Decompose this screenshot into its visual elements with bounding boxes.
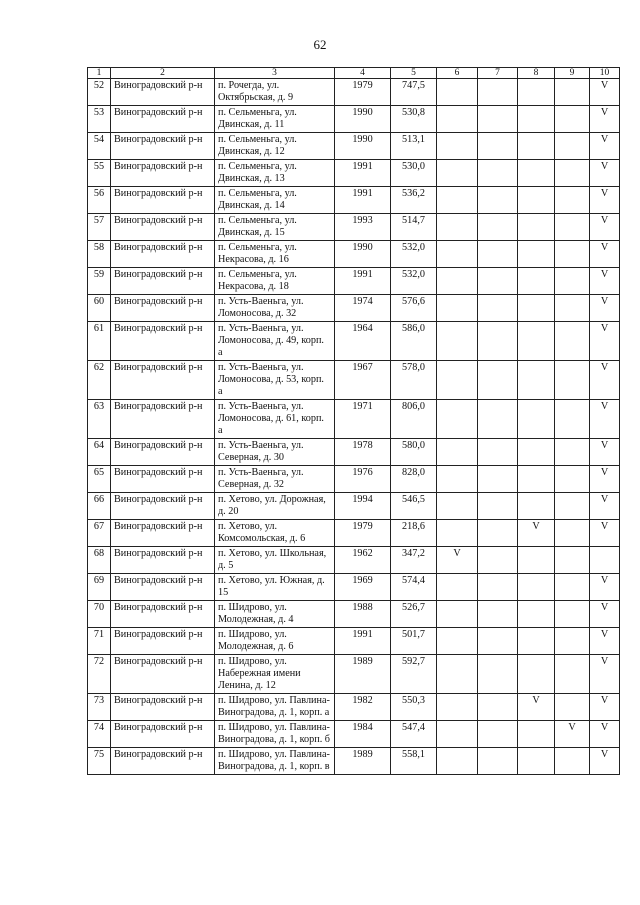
- mark-cell-9: [555, 601, 590, 628]
- row-number: 64: [88, 439, 111, 466]
- mark-cell-9: [555, 628, 590, 655]
- area-cell: 558,1: [391, 748, 437, 775]
- area-cell: 574,4: [391, 574, 437, 601]
- row-number: 58: [88, 241, 111, 268]
- mark-cell-7: [478, 241, 518, 268]
- table-header-row: [88, 68, 620, 79]
- year-cell: 1964: [335, 322, 391, 361]
- mark-cell-6: [437, 400, 478, 439]
- mark-cell-6: [437, 601, 478, 628]
- mark-cell-10: V: [590, 322, 620, 361]
- table-row: [88, 493, 620, 520]
- mark-cell-9: [555, 748, 590, 775]
- mark-cell-7: [478, 493, 518, 520]
- district-cell: Виноградовский р-н: [111, 601, 215, 628]
- area-cell: 576,6: [391, 295, 437, 322]
- mark-cell-8: [518, 187, 555, 214]
- table-row: [88, 601, 620, 628]
- address-cell: п. Хетово, ул. Дорожная, д. 20: [215, 493, 335, 520]
- year-cell: 1993: [335, 214, 391, 241]
- mark-cell-6: [437, 160, 478, 187]
- mark-cell-7: [478, 748, 518, 775]
- address-cell: п. Сельменьга, ул. Двинская, д. 13: [215, 160, 335, 187]
- mark-cell-9: [555, 79, 590, 106]
- table-row: [88, 187, 620, 214]
- mark-cell-6: [437, 187, 478, 214]
- area-cell: 828,0: [391, 466, 437, 493]
- mark-cell-9: [555, 160, 590, 187]
- address-cell: п. Шидрово, ул. Молодежная, д. 6: [215, 628, 335, 655]
- mark-cell-8: [518, 214, 555, 241]
- mark-cell-8: [518, 268, 555, 295]
- district-cell: Виноградовский р-н: [111, 295, 215, 322]
- mark-cell-10: V: [590, 694, 620, 721]
- mark-cell-8: [518, 133, 555, 160]
- mark-cell-6: [437, 106, 478, 133]
- mark-cell-7: [478, 106, 518, 133]
- district-cell: Виноградовский р-н: [111, 133, 215, 160]
- mark-cell-9: [555, 295, 590, 322]
- mark-cell-7: [478, 574, 518, 601]
- mark-cell-10: V: [590, 361, 620, 400]
- address-cell: п. Шидрово, ул. Павлина-Виноградова, д. 1, корп. а: [215, 694, 335, 721]
- mark-cell-10: V: [590, 187, 620, 214]
- row-number: 57: [88, 214, 111, 241]
- table-row: [88, 748, 620, 775]
- area-cell: 501,7: [391, 628, 437, 655]
- mark-cell-10: V: [590, 133, 620, 160]
- address-cell: п. Усть-Ваеньга, ул. Ломоносова, д. 61, корп. а: [215, 400, 335, 439]
- mark-cell-9: [555, 106, 590, 133]
- mark-cell-6: [437, 721, 478, 748]
- mark-cell-7: [478, 694, 518, 721]
- table-row: [88, 322, 620, 361]
- mark-cell-9: [555, 322, 590, 361]
- mark-cell-8: [518, 547, 555, 574]
- address-cell: п. Сельменьга, ул. Двинская, д. 12: [215, 133, 335, 160]
- mark-cell-7: [478, 322, 518, 361]
- area-cell: 550,3: [391, 694, 437, 721]
- table-row: [88, 547, 620, 574]
- row-number: 66: [88, 493, 111, 520]
- mark-cell-8: [518, 361, 555, 400]
- year-cell: 1967: [335, 361, 391, 400]
- column-header: 10: [590, 68, 620, 79]
- year-cell: 1976: [335, 466, 391, 493]
- district-cell: Виноградовский р-н: [111, 79, 215, 106]
- row-number: 70: [88, 601, 111, 628]
- mark-cell-8: [518, 574, 555, 601]
- mark-cell-6: [437, 361, 478, 400]
- row-number: 52: [88, 79, 111, 106]
- table-row: [88, 520, 620, 547]
- mark-cell-8: [518, 295, 555, 322]
- table-row: [88, 361, 620, 400]
- year-cell: 1962: [335, 547, 391, 574]
- address-cell: п. Усть-Ваеньга, ул. Ломоносова, д. 49, корп. а: [215, 322, 335, 361]
- mark-cell-8: [518, 748, 555, 775]
- table-row: [88, 214, 620, 241]
- year-cell: 1969: [335, 574, 391, 601]
- mark-cell-10: V: [590, 268, 620, 295]
- mark-cell-10: V: [590, 295, 620, 322]
- mark-cell-8: [518, 721, 555, 748]
- table-row: [88, 160, 620, 187]
- area-cell: 532,0: [391, 241, 437, 268]
- mark-cell-9: [555, 187, 590, 214]
- year-cell: 1991: [335, 187, 391, 214]
- mark-cell-8: V: [518, 694, 555, 721]
- table-row: [88, 439, 620, 466]
- mark-cell-7: [478, 79, 518, 106]
- mark-cell-8: V: [518, 520, 555, 547]
- mark-cell-8: [518, 241, 555, 268]
- mark-cell-10: V: [590, 79, 620, 106]
- area-cell: 747,5: [391, 79, 437, 106]
- table-row: [88, 106, 620, 133]
- column-header: 6: [437, 68, 478, 79]
- address-cell: п. Шидрово, ул. Павлина-Виноградова, д. 1, корп. б: [215, 721, 335, 748]
- housing-table: [87, 67, 620, 775]
- row-number: 69: [88, 574, 111, 601]
- mark-cell-6: [437, 466, 478, 493]
- mark-cell-9: [555, 655, 590, 694]
- table-row: [88, 133, 620, 160]
- mark-cell-6: [437, 574, 478, 601]
- mark-cell-9: [555, 214, 590, 241]
- year-cell: 1991: [335, 268, 391, 295]
- mark-cell-10: V: [590, 493, 620, 520]
- mark-cell-8: [518, 160, 555, 187]
- district-cell: Виноградовский р-н: [111, 493, 215, 520]
- address-cell: п. Сельменьга, ул. Некрасова, д. 16: [215, 241, 335, 268]
- mark-cell-7: [478, 295, 518, 322]
- row-number: 60: [88, 295, 111, 322]
- district-cell: Виноградовский р-н: [111, 748, 215, 775]
- mark-cell-8: [518, 601, 555, 628]
- area-cell: 580,0: [391, 439, 437, 466]
- table-row: [88, 295, 620, 322]
- column-header: 1: [88, 68, 111, 79]
- table-row: [88, 241, 620, 268]
- mark-cell-9: [555, 466, 590, 493]
- row-number: 71: [88, 628, 111, 655]
- table-row: [88, 400, 620, 439]
- row-number: 61: [88, 322, 111, 361]
- year-cell: 1979: [335, 79, 391, 106]
- row-number: 65: [88, 466, 111, 493]
- area-cell: 536,2: [391, 187, 437, 214]
- mark-cell-7: [478, 187, 518, 214]
- year-cell: 1990: [335, 133, 391, 160]
- address-cell: п. Рочегда, ул. Октябрьская, д. 9: [215, 79, 335, 106]
- district-cell: Виноградовский р-н: [111, 574, 215, 601]
- district-cell: Виноградовский р-н: [111, 466, 215, 493]
- table-row: [88, 466, 620, 493]
- area-cell: 513,1: [391, 133, 437, 160]
- row-number: 62: [88, 361, 111, 400]
- mark-cell-9: [555, 400, 590, 439]
- mark-cell-8: [518, 655, 555, 694]
- mark-cell-10: V: [590, 628, 620, 655]
- area-cell: 806,0: [391, 400, 437, 439]
- mark-cell-8: [518, 106, 555, 133]
- district-cell: Виноградовский р-н: [111, 106, 215, 133]
- mark-cell-6: V: [437, 547, 478, 574]
- table-body: [88, 79, 620, 775]
- district-cell: Виноградовский р-н: [111, 322, 215, 361]
- year-cell: 1978: [335, 439, 391, 466]
- table-row: [88, 79, 620, 106]
- table-row: [88, 268, 620, 295]
- column-header: 5: [391, 68, 437, 79]
- area-cell: 530,0: [391, 160, 437, 187]
- table-row: [88, 694, 620, 721]
- row-number: 55: [88, 160, 111, 187]
- mark-cell-6: [437, 133, 478, 160]
- district-cell: Виноградовский р-н: [111, 160, 215, 187]
- mark-cell-6: [437, 655, 478, 694]
- mark-cell-8: [518, 628, 555, 655]
- mark-cell-6: [437, 748, 478, 775]
- year-cell: 1990: [335, 241, 391, 268]
- mark-cell-7: [478, 601, 518, 628]
- row-number: 56: [88, 187, 111, 214]
- mark-cell-6: [437, 322, 478, 361]
- column-header: 7: [478, 68, 518, 79]
- table-row: [88, 655, 620, 694]
- mark-cell-8: [518, 493, 555, 520]
- mark-cell-8: [518, 322, 555, 361]
- area-cell: 592,7: [391, 655, 437, 694]
- mark-cell-8: [518, 400, 555, 439]
- mark-cell-7: [478, 361, 518, 400]
- mark-cell-7: [478, 160, 518, 187]
- mark-cell-7: [478, 520, 518, 547]
- page-number: 62: [313, 37, 327, 52]
- mark-cell-10: V: [590, 520, 620, 547]
- area-cell: 347,2: [391, 547, 437, 574]
- mark-cell-9: [555, 493, 590, 520]
- area-cell: 526,7: [391, 601, 437, 628]
- mark-cell-10: [590, 547, 620, 574]
- address-cell: п. Сельменьга, ул. Некрасова, д. 18: [215, 268, 335, 295]
- address-cell: п. Сельменьга, ул. Двинская, д. 14: [215, 187, 335, 214]
- mark-cell-7: [478, 133, 518, 160]
- row-number: 54: [88, 133, 111, 160]
- row-number: 75: [88, 748, 111, 775]
- row-number: 68: [88, 547, 111, 574]
- year-cell: 1984: [335, 721, 391, 748]
- area-cell: 546,5: [391, 493, 437, 520]
- mark-cell-10: V: [590, 574, 620, 601]
- row-number: 67: [88, 520, 111, 547]
- address-cell: п. Шидрово, ул. Павлина-Виноградова, д. 1, корп. в: [215, 748, 335, 775]
- row-number: 59: [88, 268, 111, 295]
- table-row: [88, 721, 620, 748]
- mark-cell-8: [518, 439, 555, 466]
- address-cell: п. Хетово, ул. Школьная, д. 5: [215, 547, 335, 574]
- year-cell: 1990: [335, 106, 391, 133]
- year-cell: 1989: [335, 748, 391, 775]
- district-cell: Виноградовский р-н: [111, 694, 215, 721]
- district-cell: Виноградовский р-н: [111, 520, 215, 547]
- mark-cell-7: [478, 214, 518, 241]
- row-number: 74: [88, 721, 111, 748]
- mark-cell-6: [437, 295, 478, 322]
- district-cell: Виноградовский р-н: [111, 361, 215, 400]
- address-cell: п. Сельменьга, ул. Двинская, д. 15: [215, 214, 335, 241]
- mark-cell-10: V: [590, 748, 620, 775]
- mark-cell-6: [437, 79, 478, 106]
- column-header: 2: [111, 68, 215, 79]
- mark-cell-6: [437, 520, 478, 547]
- district-cell: Виноградовский р-н: [111, 547, 215, 574]
- district-cell: Виноградовский р-н: [111, 187, 215, 214]
- area-cell: 532,0: [391, 268, 437, 295]
- column-header: 9: [555, 68, 590, 79]
- mark-cell-10: V: [590, 160, 620, 187]
- mark-cell-10: V: [590, 721, 620, 748]
- mark-cell-10: V: [590, 655, 620, 694]
- mark-cell-10: V: [590, 439, 620, 466]
- year-cell: 1979: [335, 520, 391, 547]
- mark-cell-6: [437, 694, 478, 721]
- mark-cell-9: [555, 574, 590, 601]
- address-cell: п. Усть-Ваеньга, ул. Северная, д. 32: [215, 466, 335, 493]
- year-cell: 1991: [335, 160, 391, 187]
- mark-cell-7: [478, 721, 518, 748]
- mark-cell-10: V: [590, 400, 620, 439]
- area-cell: 547,4: [391, 721, 437, 748]
- area-cell: 586,0: [391, 322, 437, 361]
- district-cell: Виноградовский р-н: [111, 628, 215, 655]
- year-cell: 1974: [335, 295, 391, 322]
- address-cell: п. Усть-Ваеньга, ул. Северная, д. 30: [215, 439, 335, 466]
- year-cell: 1971: [335, 400, 391, 439]
- mark-cell-10: V: [590, 466, 620, 493]
- area-cell: 218,6: [391, 520, 437, 547]
- mark-cell-9: [555, 268, 590, 295]
- area-cell: 514,7: [391, 214, 437, 241]
- mark-cell-10: V: [590, 214, 620, 241]
- district-cell: Виноградовский р-н: [111, 400, 215, 439]
- address-cell: п. Усть-Ваеньга, ул. Ломоносова, д. 53, корп. а: [215, 361, 335, 400]
- mark-cell-9: [555, 694, 590, 721]
- district-cell: Виноградовский р-н: [111, 439, 215, 466]
- mark-cell-7: [478, 628, 518, 655]
- mark-cell-9: V: [555, 721, 590, 748]
- row-number: 63: [88, 400, 111, 439]
- table-row: [88, 628, 620, 655]
- mark-cell-7: [478, 268, 518, 295]
- mark-cell-9: [555, 133, 590, 160]
- mark-cell-8: [518, 466, 555, 493]
- area-cell: 530,8: [391, 106, 437, 133]
- column-header: 8: [518, 68, 555, 79]
- mark-cell-7: [478, 466, 518, 493]
- mark-cell-6: [437, 268, 478, 295]
- district-cell: Виноградовский р-н: [111, 241, 215, 268]
- mark-cell-6: [437, 493, 478, 520]
- year-cell: 1994: [335, 493, 391, 520]
- row-number: 72: [88, 655, 111, 694]
- mark-cell-6: [437, 628, 478, 655]
- mark-cell-7: [478, 655, 518, 694]
- address-cell: п. Сельменьга, ул. Двинская, д. 11: [215, 106, 335, 133]
- address-cell: п. Хетово, ул. Южная, д. 15: [215, 574, 335, 601]
- address-cell: п. Шидрово, ул. Молодежная, д. 4: [215, 601, 335, 628]
- year-cell: 1991: [335, 628, 391, 655]
- district-cell: Виноградовский р-н: [111, 655, 215, 694]
- mark-cell-7: [478, 547, 518, 574]
- row-number: 73: [88, 694, 111, 721]
- table-row: [88, 574, 620, 601]
- year-cell: 1982: [335, 694, 391, 721]
- year-cell: 1988: [335, 601, 391, 628]
- mark-cell-9: [555, 439, 590, 466]
- mark-cell-9: [555, 241, 590, 268]
- district-cell: Виноградовский р-н: [111, 721, 215, 748]
- mark-cell-6: [437, 214, 478, 241]
- column-header: 3: [215, 68, 335, 79]
- row-number: 53: [88, 106, 111, 133]
- mark-cell-9: [555, 361, 590, 400]
- mark-cell-8: [518, 79, 555, 106]
- area-cell: 578,0: [391, 361, 437, 400]
- mark-cell-9: [555, 520, 590, 547]
- mark-cell-7: [478, 439, 518, 466]
- column-header: 4: [335, 68, 391, 79]
- year-cell: 1989: [335, 655, 391, 694]
- mark-cell-6: [437, 439, 478, 466]
- district-cell: Виноградовский р-н: [111, 214, 215, 241]
- address-cell: п. Шидрово, ул. Набережная имени Ленина, д. 12: [215, 655, 335, 694]
- mark-cell-10: V: [590, 601, 620, 628]
- address-cell: п. Усть-Ваеньга, ул. Ломоносова, д. 32: [215, 295, 335, 322]
- district-cell: Виноградовский р-н: [111, 268, 215, 295]
- mark-cell-10: V: [590, 106, 620, 133]
- address-cell: п. Хетово, ул. Комсомольская, д. 6: [215, 520, 335, 547]
- mark-cell-7: [478, 400, 518, 439]
- mark-cell-10: V: [590, 241, 620, 268]
- mark-cell-9: [555, 547, 590, 574]
- mark-cell-6: [437, 241, 478, 268]
